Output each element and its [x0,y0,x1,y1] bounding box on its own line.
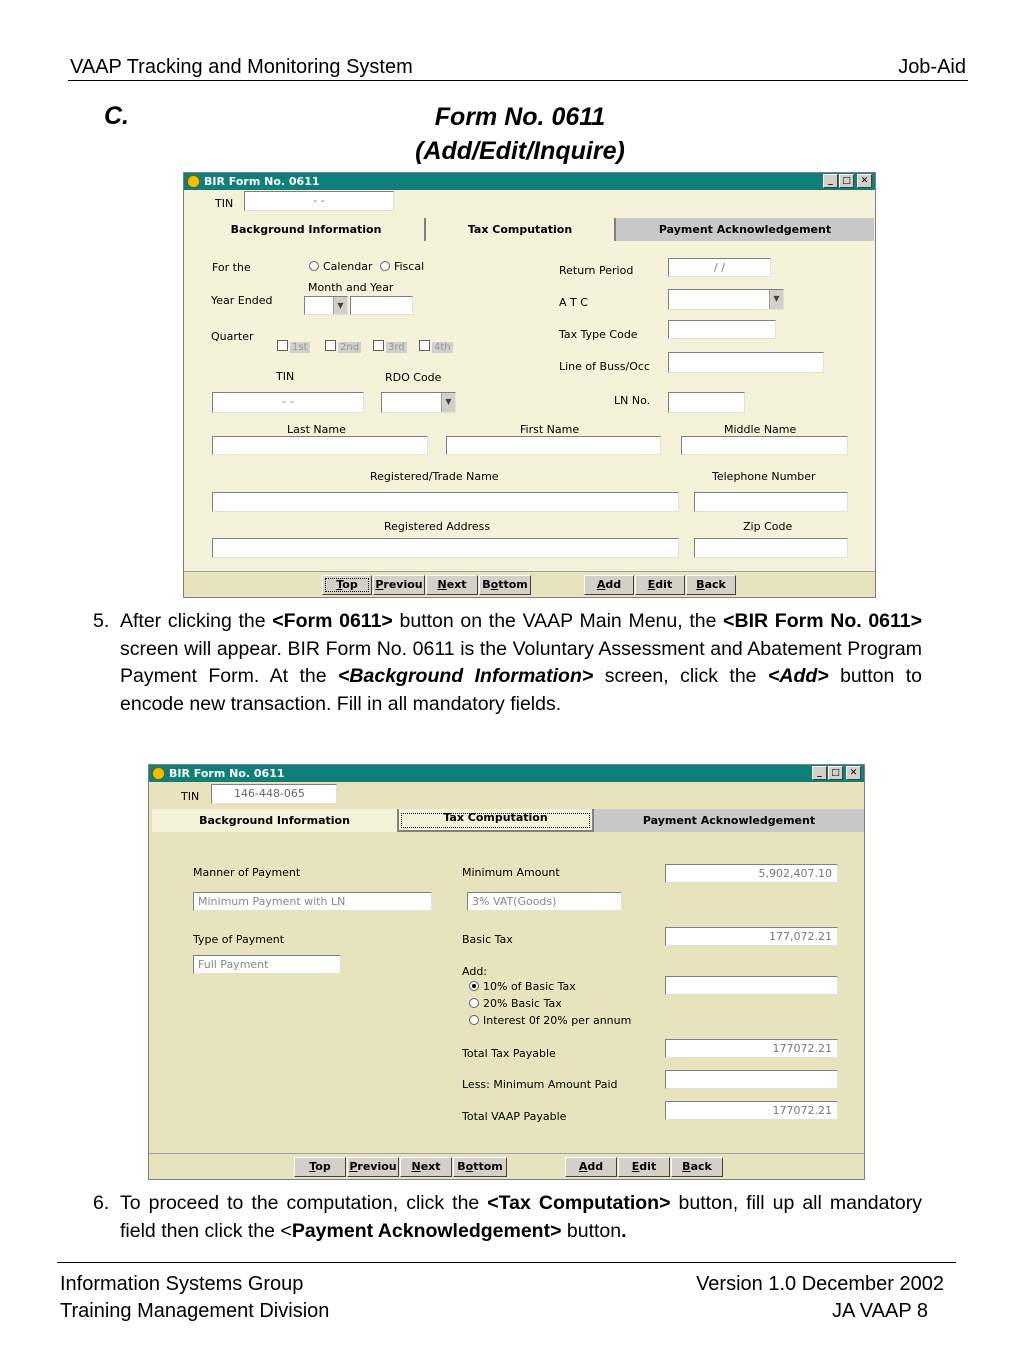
type-of-payment-label: Type of Payment [193,933,285,946]
window-controls [812,766,861,780]
zip-code-field[interactable] [694,538,848,558]
footer-division: Training Management Division [60,1300,330,1322]
tab-payment-acknowledgement[interactable]: Payment Acknowledgement [594,809,864,832]
window-title: BIR Form No. 0611 [204,175,320,188]
tax-computation-ref: <Tax Computation> [487,1192,671,1214]
ln-no-label: LN No. [614,394,651,407]
add-button[interactable]: Add [584,575,634,595]
option-20-percent[interactable]: 20% Basic Tax [469,997,562,1010]
close-icon[interactable]: ✕ [846,766,861,780]
rdo-code-select[interactable] [381,392,456,413]
step-5-paragraph: 5. After clicking the <Form 0611> button on the VAAP Main Menu, the <BIR Form No. 0611> screen will appear. BIR Form No. 0611 is the Voluntary Assessment and Abatement Program Payment Form. At the <Background Information> screen, click the <Add> button to encode new transaction. Fill in all mandatory fields. [93,610,923,715]
top-button[interactable]: Top [294,1157,346,1177]
edit-button[interactable]: Edit [618,1157,670,1177]
checkbox-icon [277,340,288,351]
previous-button[interactable]: Previou [347,1157,399,1177]
section-title-line1: Form No. 0611 [434,103,606,131]
page-header-title: VAAP Tracking and Monitoring System [70,56,413,78]
tin-field[interactable]: - - [244,191,394,211]
step-6-paragraph: 6. To proceed to the computation, click the <Tax Computation> button, fill up all mandatory field then click the <Payment Acknowledgement> button. [93,1192,922,1242]
next-button[interactable]: Next [400,1157,452,1177]
bir-form-window-background [183,172,876,598]
section-title [320,100,720,168]
minimum-amount-field[interactable]: 5,902,407.10 [665,864,838,883]
step-number: 5. [93,610,110,632]
checkbox-icon [373,340,384,351]
window-body [184,190,875,597]
registered-address-label: Registered Address [384,520,491,533]
header-divider [68,80,968,81]
radio-icon[interactable] [469,998,479,1008]
return-period-label: Return Period [559,264,634,277]
basic-tax-label: Basic Tax [462,933,513,946]
quarter-2nd-checkbox[interactable]: 2nd [325,340,361,353]
checkbox-icon [419,340,430,351]
telephone-label: Telephone Number [712,470,816,483]
radio-calendar-label: Calendar [323,260,373,273]
top-button[interactable]: Top [322,575,372,595]
form-0611-button-ref: <Form 0611> [272,610,393,632]
tab-background-information[interactable]: Background Information [152,809,397,832]
app-icon [187,175,200,188]
chevron-down-icon: ▼ [769,290,783,309]
telephone-field[interactable] [694,492,848,512]
month-select[interactable] [304,296,348,315]
tab-tax-computation[interactable]: Tax Computation [397,809,594,832]
page-header-doc-type: Job-Aid [898,56,966,78]
middle-name-label: Middle Name [724,423,797,436]
tab-payment-acknowledgement[interactable]: Payment Acknowledgement [616,218,874,241]
footer-page-id: JA VAAP 8 [832,1300,928,1322]
quarter-label: Quarter [211,330,254,343]
ln-no-field[interactable] [668,392,745,413]
less-minimum-paid-field[interactable] [665,1070,838,1089]
zip-code-label: Zip Code [743,520,793,533]
tax-type-code-field[interactable] [668,320,776,339]
app-icon [152,767,165,780]
edit-button[interactable]: Edit [635,575,685,595]
close-icon[interactable]: ✕ [857,174,872,188]
add-button[interactable]: Add [565,1157,617,1177]
middle-name-field[interactable] [681,436,848,455]
tin2-label: TIN [276,370,295,383]
radio-fiscal[interactable] [380,261,390,271]
window-controls [823,174,872,188]
maximize-icon[interactable]: □ [828,766,843,780]
add-amount-field[interactable] [665,976,838,995]
minimize-icon[interactable]: _ [823,174,838,188]
line-of-business-field[interactable] [668,352,824,373]
quarter-3rd-checkbox[interactable]: 3rd [373,340,407,353]
tab-background-information[interactable]: Background Information [188,218,426,241]
chevron-down-icon: ▼ [333,297,347,314]
window-body [149,782,864,1179]
tab-bar [152,809,864,832]
tin-field[interactable]: 146-448-065 [211,784,337,804]
window-titlebar [149,765,864,782]
tab-tax-computation[interactable]: Tax Computation [426,218,616,241]
registered-address-field[interactable] [212,538,679,558]
footer-group: Information Systems Group [60,1273,304,1295]
step-number: 6. [93,1192,110,1214]
footer-version: Version 1.0 December 2002 [696,1273,944,1295]
tab-bar [188,218,874,241]
tin-label: TIN [215,197,234,210]
bottom-button[interactable]: Bottom [453,1157,507,1177]
option-interest-20-percent[interactable]: Interest 0f 20% per annum [469,1014,631,1027]
total-vaap-payable-label: Total VAAP Payable [462,1110,567,1123]
minimum-amount-label: Minimum Amount [462,866,560,879]
previous-button[interactable]: Previou [373,575,425,595]
first-name-label: First Name [520,423,580,436]
less-minimum-paid-label: Less: Minimum Amount Paid [462,1078,618,1091]
window-titlebar [184,173,875,190]
section-title-line2: (Add/Edit/Inquire) [415,137,625,165]
atc-select[interactable] [668,289,784,310]
bottom-button[interactable]: Bottom [479,575,531,595]
radio-icon[interactable] [469,1015,479,1025]
checkbox-icon [325,340,336,351]
for-the-label: For the [212,261,251,274]
window-title: BIR Form No. 0611 [169,767,285,780]
back-button[interactable]: Back [686,575,736,595]
manner-of-payment-label: Manner of Payment [193,866,301,879]
type-of-payment-select[interactable]: Full Payment [193,955,341,974]
tin-label: TIN [181,790,200,803]
radio-calendar[interactable] [309,261,319,271]
manner-of-payment-select[interactable]: Minimum Payment with LN [193,892,432,911]
year-field[interactable] [350,296,413,315]
atc-label: A T C [559,296,588,309]
month-year-label: Month and Year [308,281,394,294]
quarter-4th-checkbox[interactable]: 4th [419,340,453,353]
chevron-down-icon: ▼ [441,393,455,412]
radio-icon[interactable] [469,981,479,991]
last-name-label: Last Name [287,423,346,436]
bir-form-window-tax-computation [148,764,865,1180]
basic-tax-field[interactable]: 177,072.21 [665,927,838,946]
return-period-field[interactable]: / / [668,258,771,277]
period-radio-group [309,260,424,273]
minimize-icon[interactable]: _ [812,766,827,780]
back-button[interactable]: Back [671,1157,723,1177]
add-button-ref: <Add> [767,665,829,687]
total-tax-payable-field[interactable]: 177072.21 [665,1039,838,1058]
section-letter: C. [104,102,129,130]
rdo-code-label: RDO Code [385,371,442,384]
payment-acknowledgement-ref: Payment Acknowledgement> [291,1219,562,1242]
last-name-field[interactable] [212,436,428,455]
footer-divider [57,1262,956,1263]
total-vaap-payable-field[interactable]: 177072.21 [665,1101,838,1120]
first-name-field[interactable] [446,436,661,455]
maximize-icon[interactable]: □ [839,174,854,188]
total-tax-payable-label: Total Tax Payable [462,1047,556,1060]
navigation-button-bar [184,571,875,597]
option-10-percent[interactable]: 10% of Basic Tax [469,980,576,993]
line-of-business-label: Line of Buss/Occ [559,360,650,373]
bir-form-screen-ref: <BIR Form No. 0611> [723,610,923,632]
add-label: Add: [462,965,488,978]
tin2-field[interactable]: - - [212,392,364,413]
quarter-1st-checkbox[interactable]: 1st [277,340,310,353]
background-info-ref: <Background Information> [338,665,594,687]
next-button[interactable]: Next [426,575,478,595]
year-ended-label: Year Ended [211,294,273,307]
atc-vat-select[interactable]: 3% VAT(Goods) [467,892,622,911]
tax-type-code-label: Tax Type Code [559,328,638,341]
radio-fiscal-label: Fiscal [393,260,425,273]
registered-name-field[interactable] [212,492,679,512]
navigation-button-bar [149,1153,864,1179]
registered-name-label: Registered/Trade Name [370,470,499,483]
